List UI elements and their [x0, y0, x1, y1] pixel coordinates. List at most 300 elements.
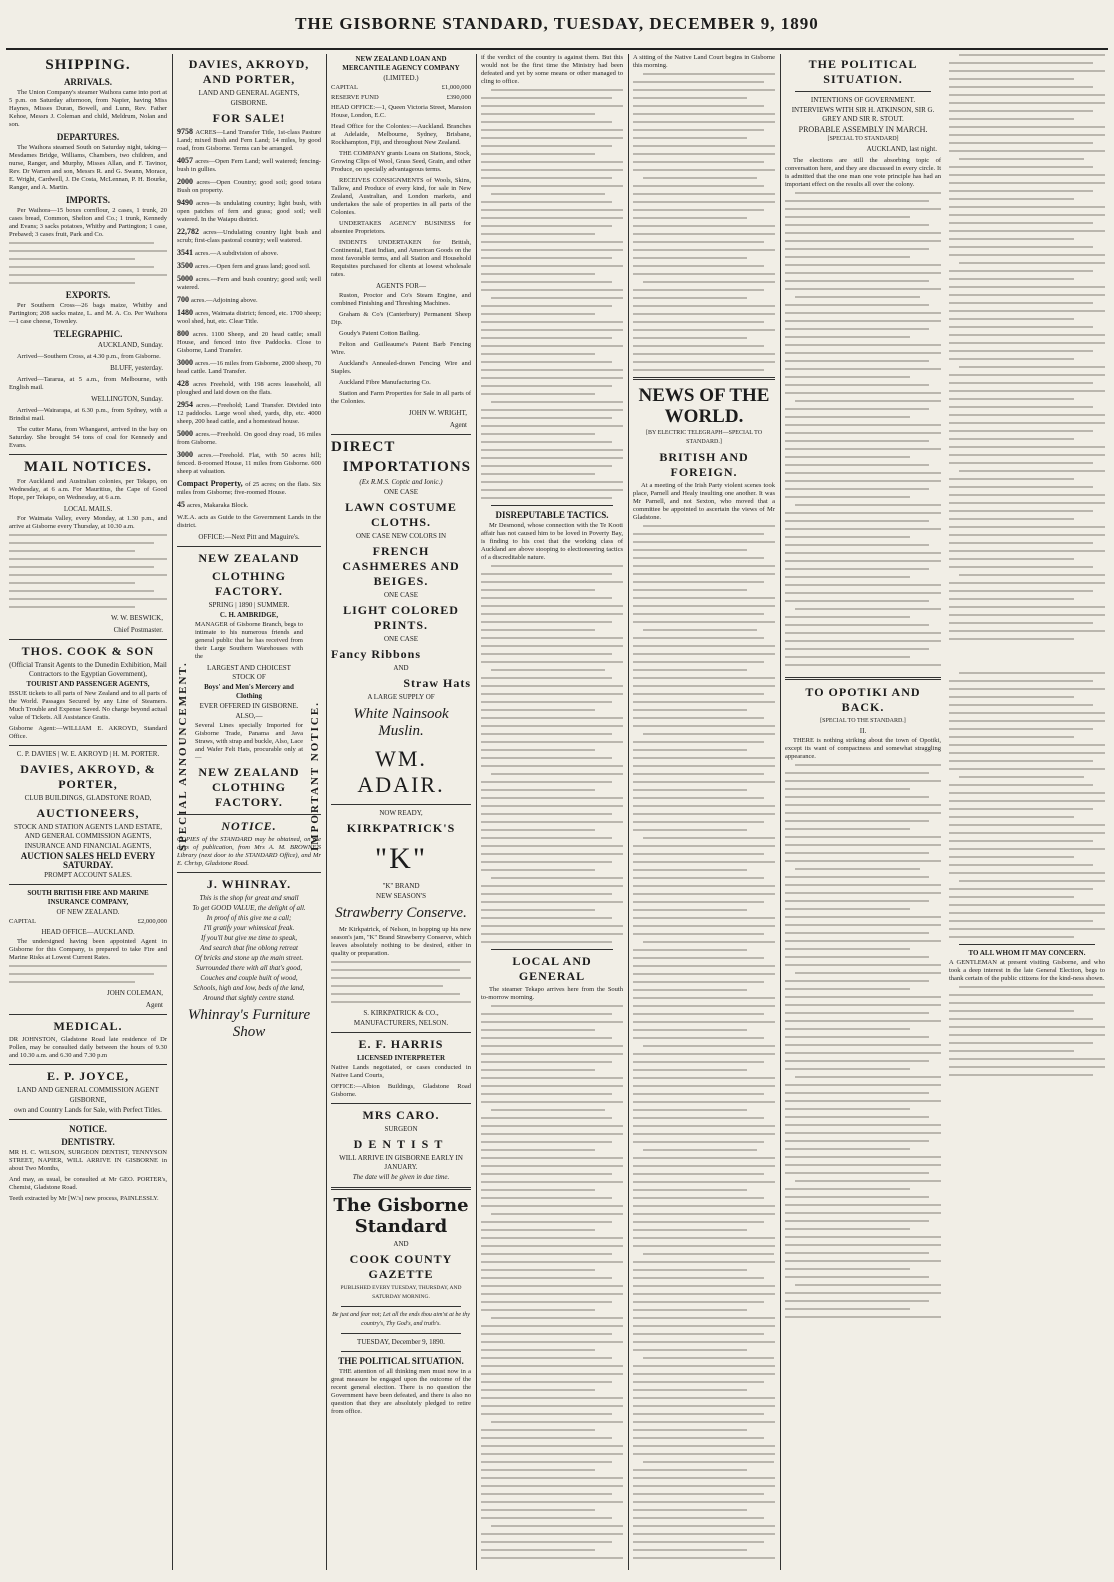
text-line: [481, 1373, 623, 1375]
dateline: AUCKLAND, last night.: [866, 145, 937, 153]
text-line: [949, 1042, 1093, 1044]
text-line: [959, 366, 1105, 368]
land-listing: [177, 380, 321, 397]
text-line: [633, 1485, 775, 1487]
text-line: [785, 932, 929, 934]
poem-line: I'll gratify your whimsical freak.: [203, 924, 295, 932]
column-6-lower: [785, 672, 1105, 1324]
text-line: [481, 313, 595, 315]
land-listing-acres: 3000: [177, 358, 196, 367]
text-line: [481, 1429, 595, 1431]
and-line: AND: [393, 664, 409, 672]
text-line: [949, 246, 1093, 248]
text-line: [949, 326, 1093, 328]
text-line: [949, 422, 1105, 424]
land-listing-text: acres.—Adjoining above.: [191, 297, 258, 304]
land-listing-acres: 5000: [177, 429, 196, 438]
text-line: [633, 1125, 775, 1127]
column-6d: [949, 672, 1105, 1324]
wea-text: W.E.A. acts as Guide to the Government Lands in the district.: [177, 514, 321, 529]
text-line: [949, 486, 1093, 488]
dap-address: CLUB BUILDINGS, GLADSTONE ROAD,: [24, 794, 152, 802]
text-line: [481, 177, 612, 179]
text-line: [949, 518, 1074, 520]
land-listing: [177, 275, 321, 292]
text-line: [785, 1164, 941, 1166]
for-sale-heading: FOR SALE!: [212, 111, 286, 125]
text-line: [481, 233, 595, 235]
text-line: [481, 393, 595, 395]
sbm-heading: SOUTH BRITISH FIRE AND MARINE INSURANCE COMPANY,: [27, 889, 149, 906]
text-line: [785, 552, 941, 554]
text-line: [633, 1325, 775, 1327]
land-listing: [177, 401, 321, 426]
imports-text: Per Waihora—15 boxes cornflour, 2 cases, 1 trunk, 20 cases bread, Common, Shelton and Co.; 1 trunk, Kennedy and Evans; 3 sacks potatoes, Whitby and Partington; 1 case, Prebawd; 3 cases fruit, Park and Co.: [9, 207, 167, 238]
text-line: [633, 749, 747, 751]
shipping-heading: SHIPPING.: [45, 57, 131, 73]
masthead-title: THE GISBORNE STANDARD, TUESDAY, DECEMBER 9, 1890: [295, 14, 819, 33]
sbm-text: The undersigned having been appointed Agent in Gisborne for this Company, is prepared to take Fire and Marine Risks at Lowest Current Rates.: [9, 938, 167, 961]
text-line: [481, 1277, 612, 1279]
text-line: [481, 709, 595, 711]
text-line: [633, 1557, 775, 1559]
auctioneers-heading: AUCTIONEERS,: [36, 806, 140, 820]
text-line: [949, 768, 1105, 770]
text-line: [633, 161, 764, 163]
text-line: [633, 1293, 775, 1295]
text-line: [481, 1045, 623, 1047]
also-line: ALSO,—: [235, 712, 263, 720]
cook-subtitle: (Official Transit Agents to the Dunedin Exhibition, Mail Contractors to the Egyptian Government),: [9, 661, 167, 678]
text-line: [949, 126, 1105, 128]
mail-text: For Auckland and Australian colonies, per Tekapo, on Wednesday, at 6 a.m. For Mauritius, the Cape of Good Hope, per Tekapo, on Wednesday, at 6 a.m.: [9, 478, 167, 501]
text-line: [481, 1501, 623, 1503]
text-line: [785, 208, 941, 210]
text-line: [949, 118, 1074, 120]
auctioneers-text: STOCK AND STATION AGENTS LAND ESTATE, AND GENERAL COMMISSION AGENTS,: [13, 823, 163, 840]
text-line: [795, 504, 941, 506]
text-line: [481, 1293, 623, 1295]
text-line: [481, 1149, 595, 1151]
text-line: [633, 1437, 764, 1439]
text-line: [481, 909, 595, 911]
text-line: [785, 472, 941, 474]
land-listing: [177, 430, 321, 447]
probable-heading: PROBABLE ASSEMBLY IN MARCH.: [798, 125, 928, 134]
text-line: [633, 1173, 764, 1175]
text-line: [633, 1117, 764, 1119]
medical-heading: MEDICAL.: [53, 1019, 123, 1033]
text-block: [785, 764, 941, 1318]
text-line: [481, 733, 612, 735]
text-line: [785, 908, 910, 910]
text-line: [481, 597, 612, 599]
disreputable-heading: DISREPUTABLE TACTICS.: [495, 510, 609, 520]
text-line: [633, 965, 775, 967]
ever-line: EVER OFFERED IN GISBORNE.: [199, 702, 299, 710]
text-line: [633, 1349, 747, 1351]
text-line: [949, 566, 1093, 568]
text-line: [949, 86, 1093, 88]
land-listing: [177, 480, 321, 497]
text-line: [949, 928, 1105, 930]
land-listing-acres: 2954: [177, 400, 197, 409]
text-line: [481, 449, 623, 451]
text-line: [949, 920, 1093, 922]
text-line: [949, 800, 1105, 802]
text-line: [785, 496, 910, 498]
text-line: [643, 1461, 774, 1463]
text-line: [481, 161, 623, 163]
text-line: [491, 1005, 623, 1007]
text-line: [949, 358, 1074, 360]
land-listing-acres: 22,782: [177, 227, 204, 236]
land-listing-acres: 1480: [177, 308, 196, 317]
text-line: [491, 1317, 623, 1319]
text-line: [633, 105, 764, 107]
poem-line: Schools, high and low, beds of the land,: [193, 984, 305, 992]
text-line: [633, 1389, 747, 1391]
text-line: [643, 73, 775, 75]
text-line: [633, 225, 775, 227]
agent-item: Goudy's Patent Cotton Bailing.: [339, 330, 420, 337]
text-line: [481, 337, 612, 339]
land-listing-text: acres. 1100 Sheep, and 20 head cattle; small House, and fenced into five Paddocks. Close to Gisborne, Land Transfer.: [177, 331, 322, 354]
poem-line: This is the shop for great and small: [199, 894, 299, 902]
text-line: [481, 1365, 623, 1367]
land-listing-acres: 2000: [177, 177, 197, 186]
text-line: [785, 328, 929, 330]
text-line: [949, 614, 1105, 616]
text-line: [633, 1205, 775, 1207]
divider: [491, 949, 613, 950]
text-line: [785, 1012, 929, 1014]
land-listing-acres: 3000: [177, 450, 199, 459]
text-line: [785, 352, 941, 354]
text-line: [633, 89, 775, 91]
text-line: [795, 868, 920, 870]
text-line: [633, 233, 775, 235]
text-line: [481, 901, 623, 903]
land-listing: [177, 128, 321, 153]
sbm-head-office: HEAD OFFICE—AUCKLAND.: [41, 928, 135, 936]
text-line: [481, 613, 623, 615]
text-line: [633, 1021, 775, 1023]
text-line: [633, 1197, 764, 1199]
text-line: [633, 549, 747, 551]
text-line: [481, 1165, 623, 1167]
text-line: [785, 980, 929, 982]
poem-line: Of bricks and stone up the main street.: [194, 954, 304, 962]
column-6a: [785, 54, 941, 672]
standard-pub: PUBLISHED EVERY TUESDAY, THURSDAY, AND SATURDAY MORNING.: [340, 1285, 462, 1300]
text-line: [633, 1525, 775, 1527]
divider: [9, 639, 167, 640]
text-line: [785, 528, 941, 530]
text-line: [633, 781, 775, 783]
text-line: [481, 941, 612, 943]
text-line: [633, 1301, 764, 1303]
text-line: [481, 273, 595, 275]
text-line: [481, 1541, 612, 1543]
text-block: [949, 54, 1105, 640]
text-line: [785, 1268, 910, 1270]
spring-line: SPRING | 1890 | SUMMER.: [208, 601, 290, 609]
land-listing-acres: 3500: [177, 261, 195, 270]
text-line: [633, 137, 747, 139]
text-line: [785, 1084, 941, 1086]
importations-sub: (Ex R.M.S. Coptic and Ionic.): [359, 478, 443, 486]
text-line: [481, 1445, 623, 1447]
text-line: [633, 297, 747, 299]
text-line: [785, 656, 910, 658]
text-line: [785, 1124, 941, 1126]
text-line: [785, 1140, 929, 1142]
divider: [9, 1014, 167, 1015]
land-listing-text: acres.—Freehold. Flat, with 50 acres hill; fenced. 8-roomed House, 11 miles from Gisborne. 600 sheep at valuation.: [177, 452, 321, 475]
text-line: [633, 893, 775, 895]
intentions-heading: INTENTIONS OF GOVERNMENT.: [810, 96, 916, 104]
text-line: [949, 278, 1074, 280]
poem-line: Couches and couple built of wood,: [200, 974, 298, 982]
text-line: [785, 1004, 941, 1006]
text-line: [795, 296, 920, 298]
text-line: [949, 816, 1074, 818]
dentistry-heading: DENTISTRY.: [61, 1137, 115, 1147]
text-line: [949, 994, 1093, 996]
text-line: [949, 502, 1105, 504]
text-line: [481, 781, 612, 783]
text-line: [785, 424, 941, 426]
text-line: [785, 796, 929, 798]
kirkpatrick-heading: KIRKPATRICK'S: [346, 821, 456, 835]
text-line: [633, 353, 775, 355]
text-line: [959, 54, 1105, 56]
text-line: [481, 917, 612, 919]
text-line: [481, 605, 623, 607]
column-3: [328, 54, 474, 1572]
poem-line: To get GOOD VALUE, the delight of all.: [192, 904, 306, 912]
text-block: [481, 1005, 623, 1559]
text-line: [481, 797, 623, 799]
text-line: [481, 457, 623, 459]
poem-line: And search that fine oblong retreat: [200, 944, 298, 952]
text-line: [785, 600, 929, 602]
joyce-text: LAND AND GENERAL COMMISSION AGENT: [17, 1086, 159, 1094]
agent-item: Felton and Guilleaume's Patent Barb Fencing Wire.: [331, 341, 471, 356]
text-line: [633, 917, 775, 919]
nzlm-ltd: (LIMITED.): [383, 74, 419, 82]
one-case: ONE CASE: [383, 488, 419, 496]
text-line: [785, 232, 941, 234]
text-line: [481, 813, 612, 815]
text-block: [331, 961, 471, 1003]
text-line: [633, 217, 747, 219]
text-line: [481, 893, 612, 895]
text-line: [481, 305, 612, 307]
text-line: [481, 701, 612, 703]
ribbons-line: Fancy Ribbons: [331, 647, 422, 661]
text-line: [785, 1188, 910, 1190]
text-line: [785, 200, 929, 202]
text-line: [633, 249, 775, 251]
text-line: [481, 1093, 612, 1095]
text-line: [785, 1196, 929, 1198]
text-line: [785, 1276, 929, 1278]
british-heading: BRITISH AND FOREIGN.: [659, 450, 749, 479]
text-line: [949, 390, 1105, 392]
text-line: [949, 222, 1093, 224]
text-line: [785, 448, 941, 450]
divider: [331, 1187, 471, 1190]
text-line: [481, 241, 623, 243]
text-line: [785, 780, 941, 782]
land-listing-acres: 3541: [177, 248, 195, 257]
land-listing-text: acres—Open Fern Land; well watered; fencing-bush in gullies.: [177, 158, 321, 173]
text-line: [959, 672, 1105, 674]
medical-text: DR JOHNSTON, Gladstone Road late residence of Dr Pollen, may be consulted daily between the hours of 9.30 and 10.30 a.m. and 6.30 and 7.30 p.m: [9, 1036, 167, 1059]
text-line: [633, 573, 775, 575]
land-listing-acres: 45: [177, 500, 187, 509]
text-line: [481, 113, 595, 115]
text-line: [785, 1308, 910, 1310]
text-line: [785, 948, 910, 950]
text-line: [481, 1029, 595, 1031]
text-line: [481, 249, 623, 251]
text-line: [785, 304, 929, 306]
text-line: [633, 209, 764, 211]
text-line: [949, 102, 1105, 104]
notice-heading: NOTICE.: [221, 819, 277, 833]
text-line: [949, 1066, 1105, 1068]
text-line: [949, 430, 1093, 432]
text-line: [785, 368, 941, 370]
text-line: [785, 1316, 941, 1318]
agents-list: [331, 292, 471, 387]
text-line: [959, 986, 1105, 988]
text-line: [481, 1533, 623, 1535]
text-block: [633, 525, 775, 1559]
telegraphic-place: BLUFF, yesterday.: [110, 364, 163, 372]
text-line: [959, 158, 1084, 160]
ambridge-name: C. H. AMBRIDGE,: [219, 611, 279, 619]
text-line: [481, 169, 623, 171]
text-line: [785, 1252, 929, 1254]
text-line: [633, 1309, 747, 1311]
text-line: [643, 941, 775, 943]
text-line: [785, 248, 929, 250]
text-line: [633, 1221, 764, 1223]
text-line: [949, 1074, 1093, 1076]
text-line: [481, 217, 623, 219]
divider: [795, 91, 931, 92]
text-line: [795, 972, 941, 974]
divider: [633, 377, 775, 380]
text-line: [481, 433, 595, 435]
land-listing-text: acres.—16 miles from Gisborne, 2000 sheep, 70 head cattle. Land Transfer.: [177, 360, 321, 375]
boys-line: Boys' and Men's Mercery and Clothing: [204, 683, 294, 700]
text-line: [633, 1229, 747, 1231]
text-line: [785, 1156, 941, 1158]
text-line: [481, 1237, 623, 1239]
kirk-text: Mr Kirkpatrick, of Nelson, in hopping up his new season's jam, "K" Brand Strawberry Conserve, which leaves absolutely nothing to be desired, either in quality or preparation.: [331, 926, 471, 957]
supply-line: A LARGE SUPPLY OF: [367, 693, 435, 701]
divider: [959, 944, 1095, 945]
text-line: [785, 456, 910, 458]
text-line: [785, 560, 941, 562]
joyce-more: own and Country Lands for Sale, with Perfect Titles.: [14, 1106, 162, 1114]
text-line: [959, 776, 1084, 778]
text-line: [633, 121, 775, 123]
text-line: [795, 192, 941, 194]
text-line: [481, 757, 612, 759]
exports-heading: EXPORTS.: [65, 290, 111, 300]
text-line: [633, 789, 747, 791]
text-line: [949, 752, 1105, 754]
land-listing-text: acres.—Fern and bush country; good soil; well watered.: [177, 276, 321, 291]
whinray-poem: [177, 894, 321, 1003]
text-line: [481, 789, 595, 791]
caro-date: The date will be given in due time.: [352, 1173, 450, 1181]
text-line: [481, 693, 623, 695]
text-line: [643, 525, 775, 527]
text-line: [785, 1060, 929, 1062]
text-line: [633, 805, 775, 807]
land-listing: [177, 157, 321, 174]
text-line: [949, 1034, 1105, 1036]
prints-line: LIGHT COLORED PRINTS.: [343, 603, 459, 632]
text-line: [785, 416, 910, 418]
divider: [9, 454, 167, 455]
land-listing-acres: 700: [177, 295, 191, 304]
text-line: [481, 369, 623, 371]
text-line: [949, 542, 1093, 544]
text-line: [481, 353, 595, 355]
cook-tourist: TOURIST AND PASSENGER AGENTS,: [26, 680, 150, 688]
text-line: [633, 621, 775, 623]
text-line: [633, 1509, 747, 1511]
text-line: [785, 384, 929, 386]
political-text: THE attention of all thinking men must now in a great measure be engaged upon the outcome of the recent general election. There is no question the Government have been defeated, and there is also no question that they are absolutely pledged to retire from office.: [331, 1368, 471, 1415]
text-line: [785, 464, 929, 466]
text-line: [785, 520, 929, 522]
text-line: [949, 254, 1105, 256]
land-listing-text: of 25 acres; on the flats. Six miles from Gisborne; five-roomed House.: [177, 481, 322, 496]
text-line: [481, 685, 623, 687]
text-line: [949, 550, 1105, 552]
text-line: [785, 376, 910, 378]
text-line: [481, 581, 623, 583]
text-line: [785, 884, 941, 886]
text-line: [481, 1341, 623, 1343]
text-line: [633, 313, 775, 315]
text-line: [481, 1357, 612, 1359]
text-line: [785, 892, 941, 894]
text-line: [949, 238, 1074, 240]
text-line: [785, 536, 910, 538]
text-line: [491, 565, 623, 567]
land-listing-text: acres—Open Country; good soil; good totara Bush on property.: [177, 179, 321, 194]
land-listing: [177, 249, 321, 258]
agent-item: Ruston, Proctor and Co's Steam Engine, and combined Finishing and Threshing Machines.: [331, 292, 471, 307]
column-4: [478, 54, 626, 1572]
text-line: [643, 629, 757, 631]
text-line: [949, 712, 1105, 714]
caro-heading: MRS CARO.: [362, 1108, 440, 1122]
text-line: [785, 408, 929, 410]
divider: [177, 814, 321, 815]
sbm-nz: OF NEW ZEALAND.: [56, 908, 120, 916]
